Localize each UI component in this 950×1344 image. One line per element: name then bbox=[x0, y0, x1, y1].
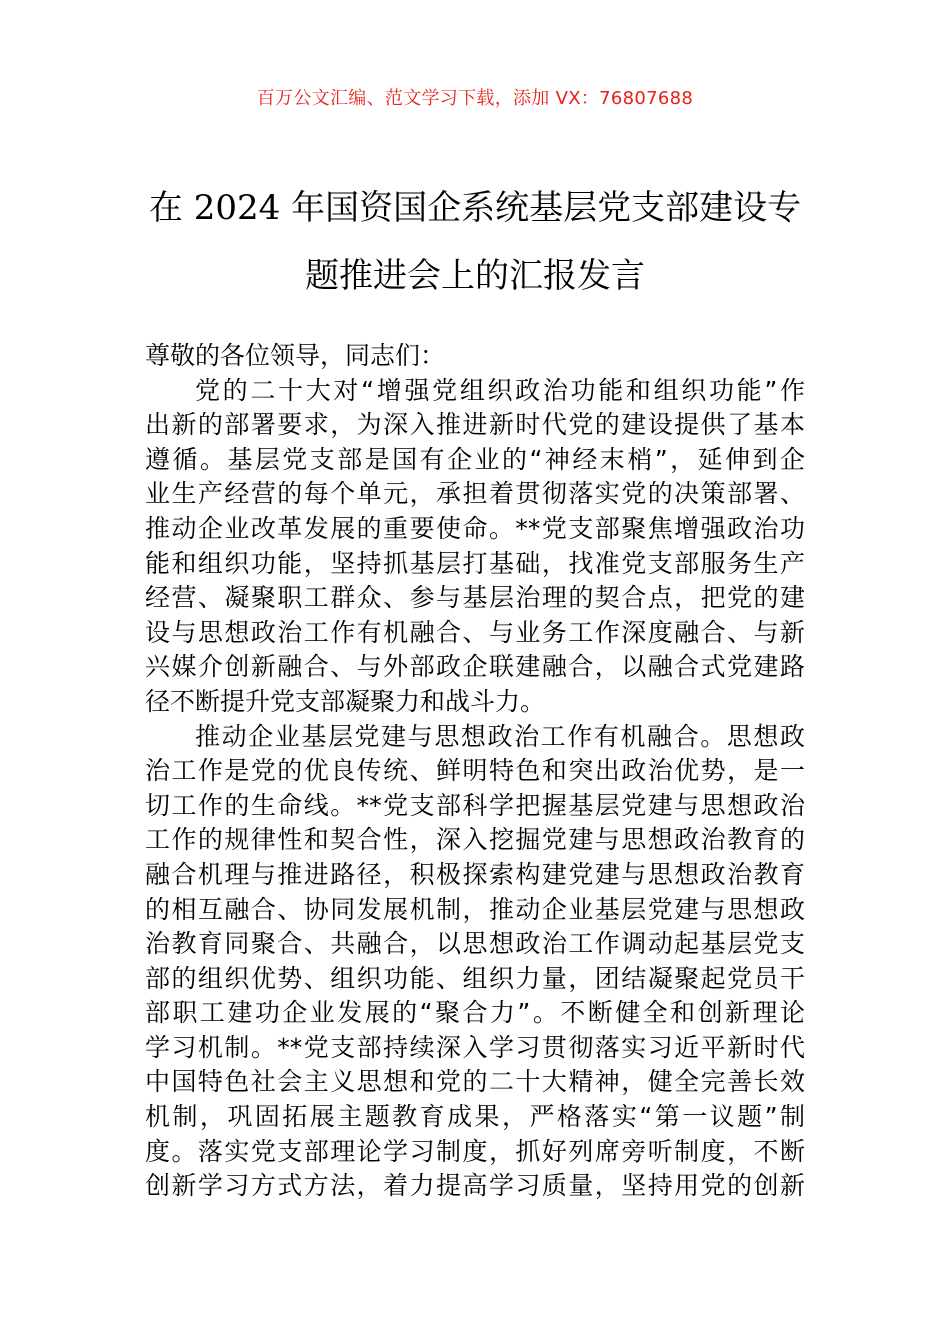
paragraph-line: 度。落实党支部理论学习制度，抓好列席旁听制度，不断 bbox=[145, 1136, 805, 1166]
document-body bbox=[145, 339, 805, 1204]
salutation: 尊敬的各位领导，同志们： bbox=[145, 341, 446, 370]
paragraph-line: 党的二十大对“增强党组织政治功能和组织功能”作 bbox=[195, 375, 805, 405]
paragraph-line: 学习机制。**党支部持续深入学习贯彻落实习近平新时代 bbox=[145, 1032, 805, 1062]
paragraph-line: 业生产经营的每个单元，承担着贯彻落实党的决策部署、 bbox=[145, 479, 805, 509]
paragraph-line: 治教育同聚合、共融合，以思想政治工作调动起基层党支 bbox=[145, 929, 805, 959]
paragraph-line: 的相互融合、协同发展机制，推动企业基层党建与思想政 bbox=[145, 894, 805, 924]
paragraph bbox=[145, 374, 805, 720]
paragraph-line: 部职工建功企业发展的“聚合力”。不断健全和创新理论 bbox=[145, 998, 805, 1028]
paragraph bbox=[145, 720, 805, 1204]
paragraph-line: 兴媒介创新融合、与外部政企联建融合，以融合式党建路 bbox=[145, 652, 805, 682]
paragraph-line: 创新学习方式方法，着力提高学习质量，坚持用党的创新 bbox=[145, 1171, 805, 1201]
paragraph-line: 设与思想政治工作有机融合、与业务工作深度融合、与新 bbox=[145, 617, 805, 647]
paragraph-line: 机制，巩固拓展主题教育成果，严格落实“第一议题”制 bbox=[145, 1102, 805, 1132]
paragraph-line: 径不断提升党支部凝聚力和战斗力。 bbox=[145, 686, 546, 716]
watermark-header: 百万公文汇编、范文学习下载，添加 VX：76807688 bbox=[256, 88, 694, 109]
paragraph-line: 遵循。基层党支部是国有企业的“神经末梢”，延伸到企 bbox=[145, 444, 805, 474]
paragraph-line: 中国特色社会主义思想和党的二十大精神，健全完善长效 bbox=[145, 1067, 805, 1097]
paragraphs bbox=[145, 374, 805, 1204]
paragraph-line: 经营、凝聚职工群众、参与基层治理的契合点，把党的建 bbox=[145, 583, 805, 613]
paragraph-line: 推动企业改革发展的重要使命。**党支部聚焦增强政治功 bbox=[145, 513, 805, 543]
document-title-line-2: 题推进会上的汇报发言 bbox=[305, 256, 645, 296]
paragraph-line: 工作的规律性和契合性，深入挖掘党建与思想政治教育的 bbox=[145, 825, 805, 855]
paragraph-line: 推动企业基层党建与思想政治工作有机融合。思想政 bbox=[195, 721, 805, 751]
paragraph-line: 治工作是党的优良传统、鲜明特色和突出政治优势，是一 bbox=[145, 756, 805, 786]
paragraph-line: 部的组织优势、组织功能、组织力量，团结凝聚起党员干 bbox=[145, 963, 805, 993]
paragraph-line: 能和组织功能，坚持抓基层打基础，找准党支部服务生产 bbox=[145, 548, 805, 578]
paragraph-line: 融合机理与推进路径，积极探索构建党建与思想政治教育 bbox=[145, 859, 805, 889]
document-title-line-1: 在 2024 年国资国企系统基层党支部建设专 bbox=[148, 188, 802, 228]
paragraph-line: 出新的部署要求，为深入推进新时代党的建设提供了基本 bbox=[145, 410, 805, 440]
paragraph-line: 切工作的生命线。**党支部科学把握基层党建与思想政治 bbox=[145, 790, 805, 820]
